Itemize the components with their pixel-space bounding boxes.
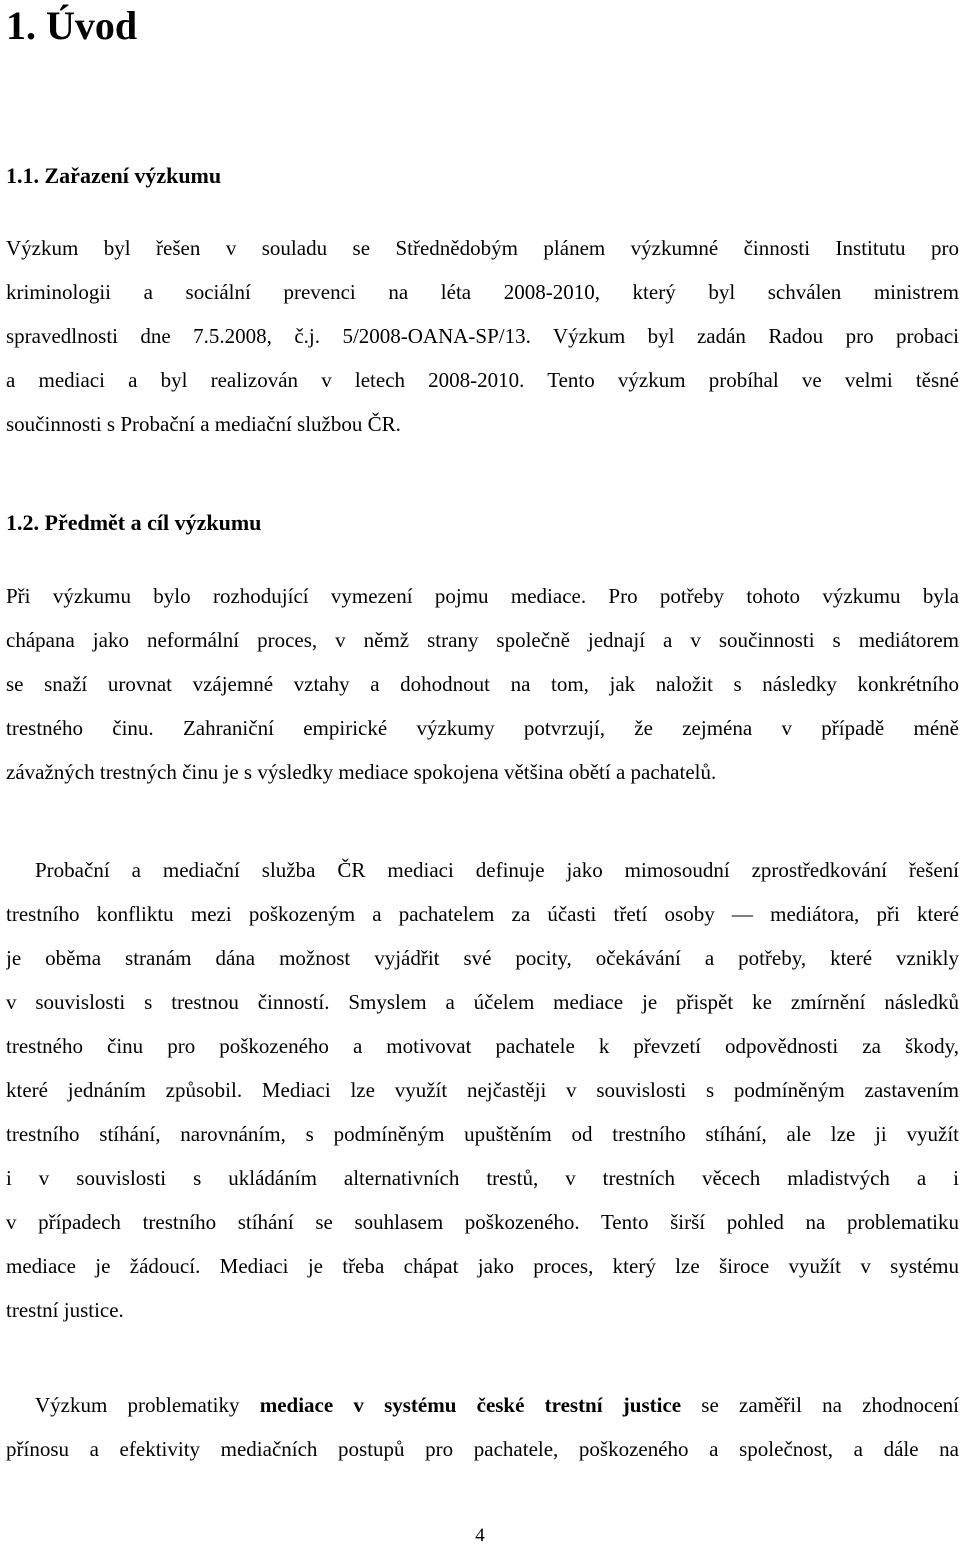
emphasized-term: mediace v systému české trestní justice bbox=[259, 1393, 682, 1417]
text-line: trestného činu pro poškozeného a motivovat pachatele k převzetí odpovědnosti za škody, bbox=[6, 1034, 959, 1058]
text-line: kriminologii a sociální prevenci na léta 2008-2010, který byl schválen ministrem bbox=[6, 280, 959, 304]
text-line: přínosu a efektivity mediačních postupů pro pachatele, poškozeného a společnost, a dále na bbox=[6, 1437, 959, 1461]
text-run: Výzkum problematiky bbox=[35, 1393, 260, 1417]
text-line: a mediaci a byl realizován v letech 2008-2010. Tento výzkum probíhal ve velmi těsné bbox=[6, 368, 959, 392]
text-line: trestního stíhání, narovnáním, s podmíněným upuštěním od trestního stíhání, ale lze ji využít bbox=[6, 1122, 959, 1146]
paragraph-zarazeni bbox=[6, 226, 959, 446]
text-line: trestní justice. bbox=[6, 1298, 124, 1322]
text-line: trestního konfliktu mezi poškozeným a pachatelem za účasti třetí osoby — mediátora, při které bbox=[6, 902, 959, 926]
text-line: v případech trestního stíhání se souhlasem poškozeného. Tento širší pohled na problematiku bbox=[6, 1210, 959, 1234]
text-line: trestného činu. Zahraniční empirické výzkumy potvrzují, že zejména v případě méně bbox=[6, 716, 959, 740]
paragraph-vymezeni-mediace bbox=[6, 574, 959, 794]
paragraph-definice-pms bbox=[6, 848, 959, 1332]
text-line: Probační a mediační služba ČR mediaci definuje jako mimosoudní zprostředkování řešení bbox=[35, 858, 959, 882]
text-line: součinnosti s Probační a mediační službou ČR. bbox=[6, 412, 401, 436]
section-heading-predmet-a-cil: 1.2. Předmět a cíl výzkumu bbox=[6, 510, 262, 535]
section-heading-zarazeni-vyzkumu: 1.1. Zařazení výzkumu bbox=[6, 163, 222, 188]
text-line: i v souvislosti s ukládáním alternativních trestů, v trestních věcech mladistvých a i bbox=[6, 1166, 959, 1190]
chapter-heading: 1. Úvod bbox=[6, 3, 138, 48]
text-run: se zaměřil na zhodnocení bbox=[681, 1393, 959, 1417]
text-line: se snaží urovnat vzájemné vztahy a dohodnout na tom, jak naložit s následky konkrétního bbox=[6, 672, 959, 696]
page-number: 4 bbox=[475, 1525, 485, 1546]
text-line: Výzkum byl řešen v souladu se Střednědobým plánem výzkumné činnosti Institutu pro bbox=[6, 236, 959, 260]
text-line: závažných trestných činu je s výsledky mediace spokojena většina obětí a pachatelů. bbox=[6, 760, 717, 784]
text-line: mediace je žádoucí. Mediaci je třeba chápat jako proces, který lze široce využít v systému bbox=[6, 1254, 959, 1278]
text-line: spravedlnosti dne 7.5.2008, č.j. 5/2008-OANA-SP/13. Výzkum byl zadán Radou pro probaci bbox=[6, 324, 959, 348]
text-line bbox=[6, 1383, 959, 1427]
text-line: které jednáním způsobil. Mediaci lze využít nejčastěji v souvislosti s podmíněným zastavením bbox=[6, 1078, 959, 1102]
text-line: chápana jako neformální proces, v němž strany společně jednají a v součinnosti s mediátorem bbox=[6, 628, 959, 652]
text-line: v souvislosti s trestnou činností. Smyslem a účelem mediace je přispět ke zmírnění následků bbox=[6, 990, 959, 1014]
text-line: Při výzkumu bylo rozhodující vymezení pojmu mediace. Pro potřeby tohoto výzkumu byla bbox=[6, 584, 959, 608]
text-line: je oběma stranám dána možnost vyjádřit své pocity, očekávání a potřeby, které vznikly bbox=[6, 946, 959, 970]
paragraph-vyzkum-problematiky bbox=[6, 1383, 959, 1471]
